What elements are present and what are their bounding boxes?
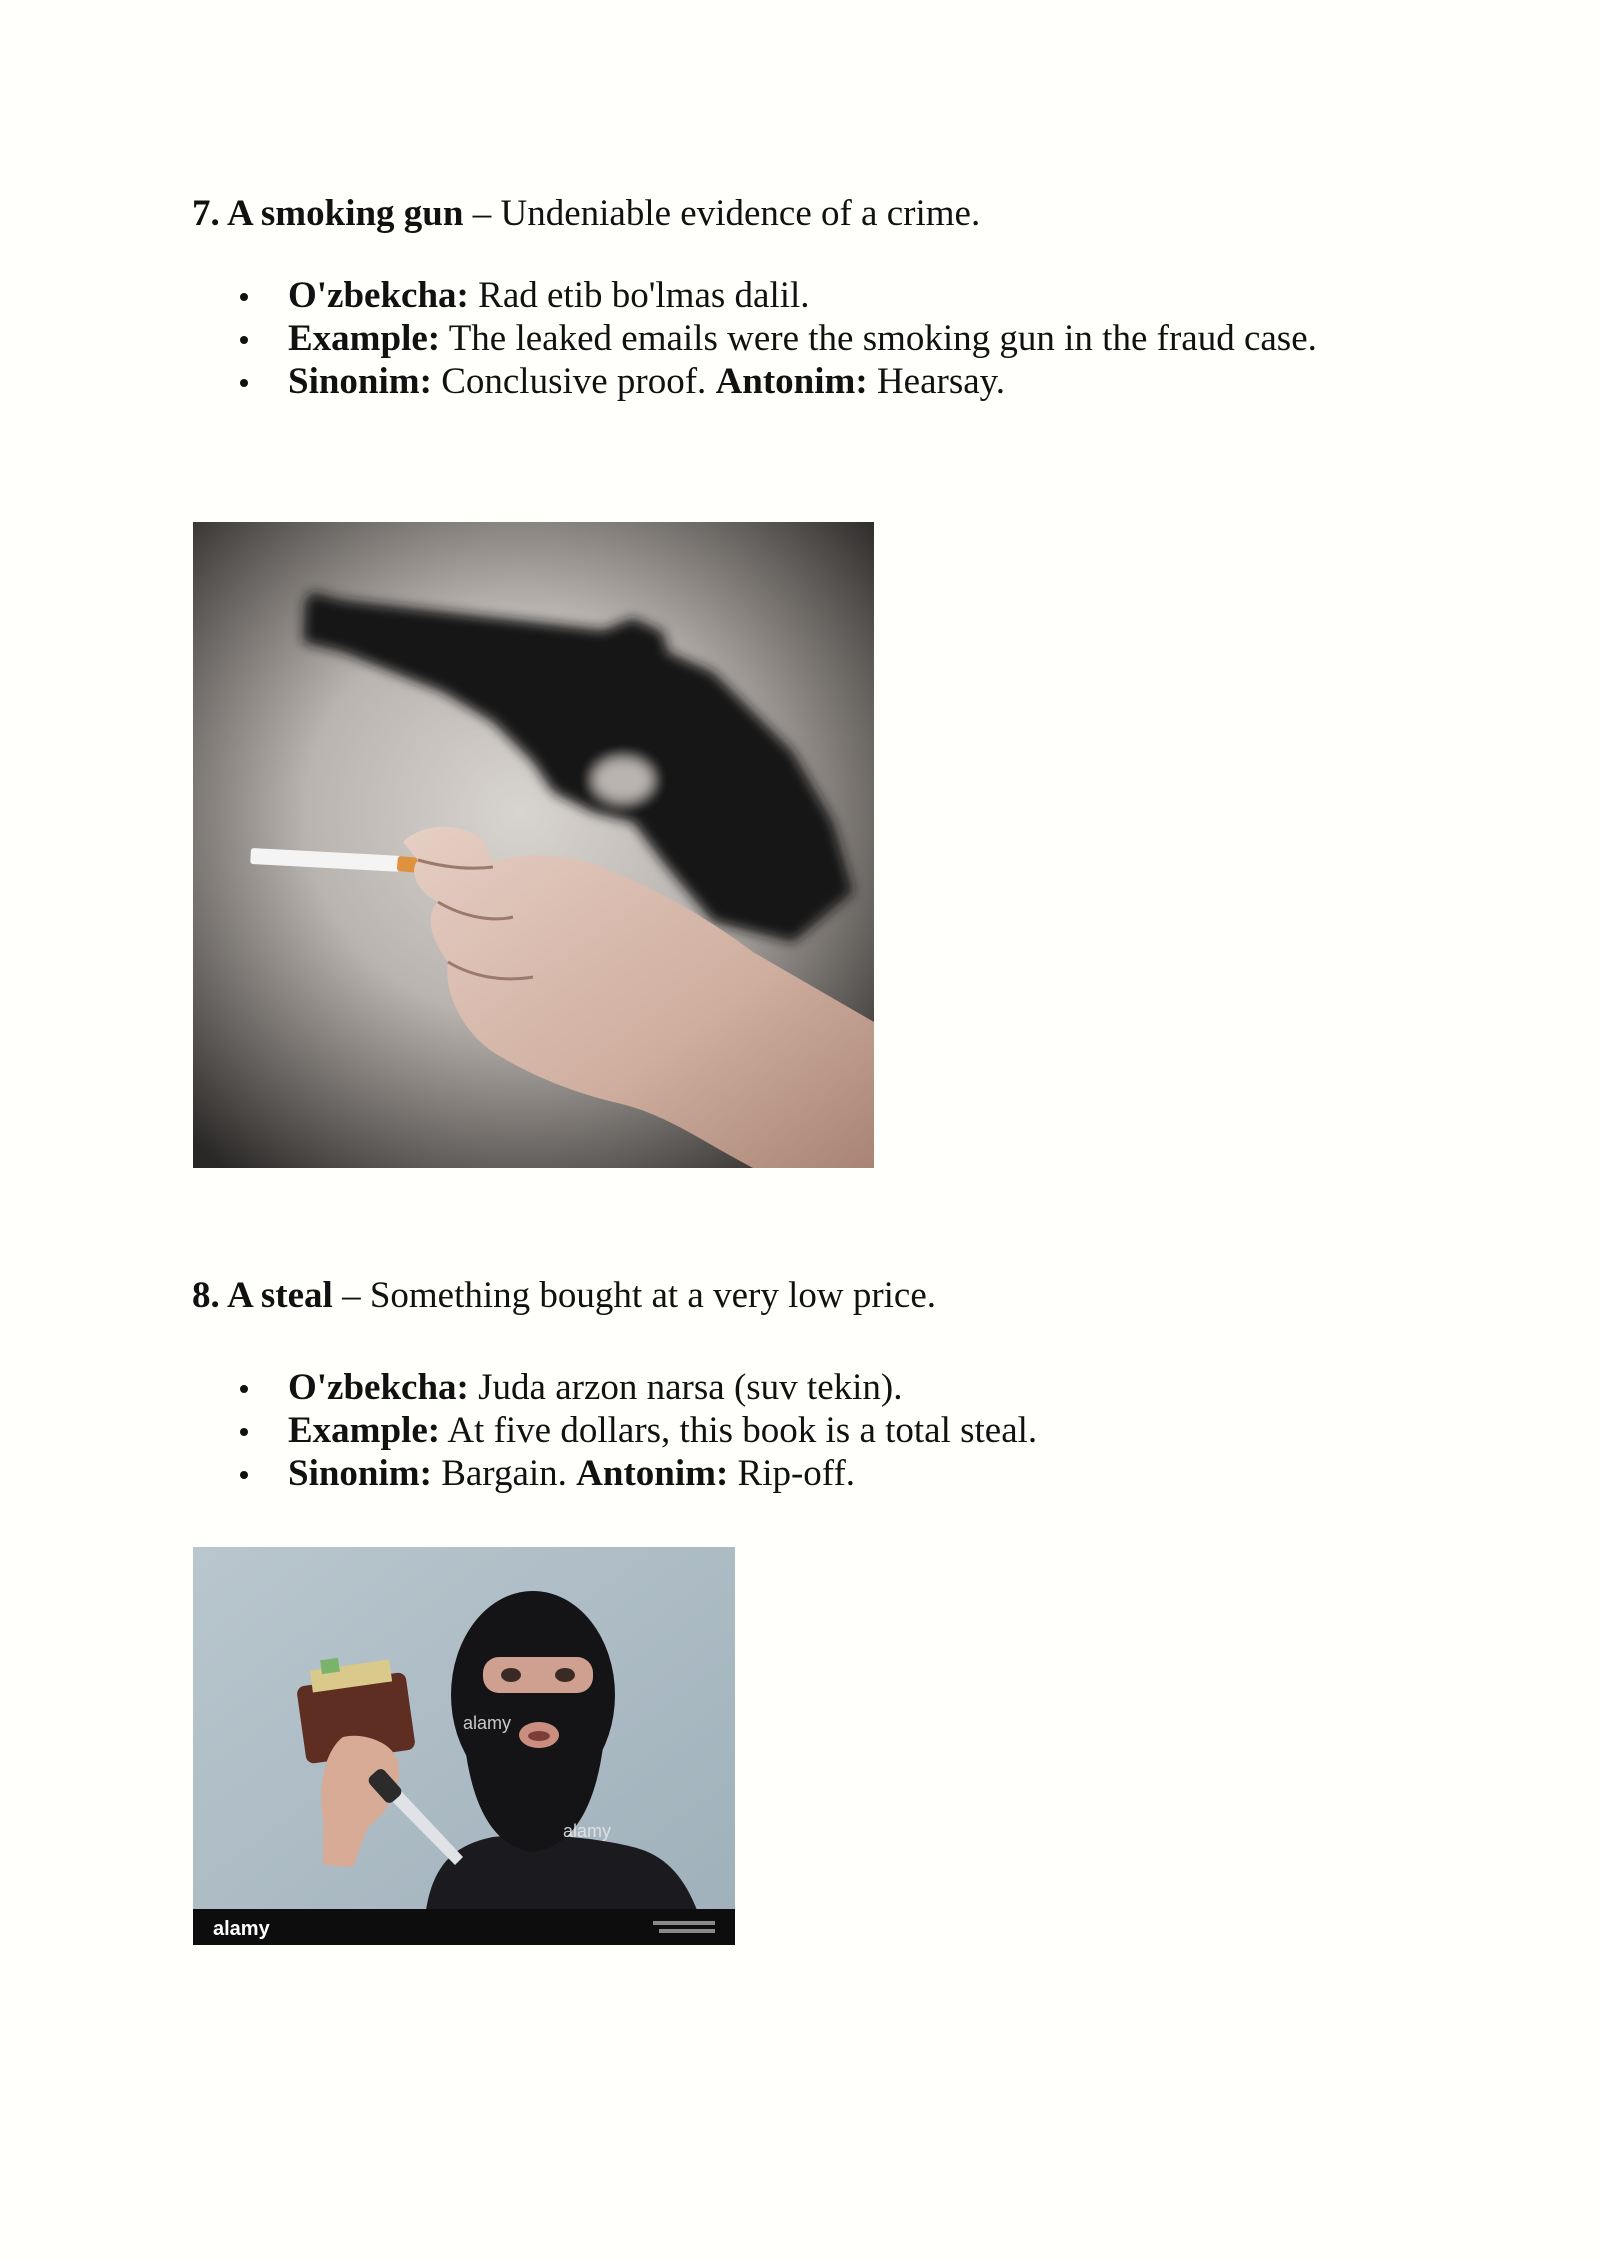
entry-number: 8.	[192, 1275, 220, 1316]
list-item-uzbek	[192, 274, 1317, 317]
list-item-synonyms	[192, 360, 1317, 403]
entry-number: 7.	[192, 193, 220, 234]
gun-shadow-cigarette-photo	[193, 522, 874, 1168]
list-item-synonyms	[192, 1452, 1037, 1495]
example-text: The leaked emails were the smoking gun in the fraud case.	[448, 318, 1317, 359]
entry-definition: – Undeniable evidence of a crime.	[472, 193, 981, 234]
example-text: At five dollars, this book is a total steal.	[447, 1410, 1038, 1451]
bullet-icon	[240, 379, 248, 387]
antonym-text: Hearsay.	[876, 361, 1005, 402]
bullet-icon	[240, 1471, 248, 1479]
entry-heading-smoking-gun	[192, 192, 980, 236]
antonym-text: Rip-off.	[737, 1453, 856, 1494]
example-label: Example:	[288, 318, 441, 359]
synonym-label: Sinonim:	[288, 361, 432, 402]
list-item-example	[192, 317, 1317, 360]
bullet-icon	[240, 336, 248, 344]
synonym-text: Bargain.	[441, 1453, 567, 1494]
watermark-logo: alamy	[213, 1918, 270, 1940]
entry-heading-a-steal	[192, 1274, 936, 1318]
uzbek-label: O'zbekcha:	[288, 275, 469, 316]
watermark-text: alamy	[463, 1713, 512, 1733]
uzbek-text: Juda arzon narsa (suv tekin).	[478, 1367, 903, 1408]
bullet-icon	[240, 1428, 248, 1436]
masked-thief-wallet-photo	[193, 1547, 735, 1945]
list-item-example	[192, 1409, 1037, 1452]
antonym-label: Antonim:	[576, 1453, 729, 1494]
bullet-icon	[240, 1385, 248, 1393]
synonym-text: Conclusive proof.	[441, 361, 707, 402]
entry-definition: – Something bought at a very low price.	[342, 1275, 937, 1316]
entry-term: A steal	[226, 1275, 333, 1316]
antonym-label: Antonim:	[715, 361, 868, 402]
entry-details-list	[192, 1366, 1037, 1495]
bullet-icon	[240, 293, 248, 301]
watermark-text: alamy	[563, 1821, 612, 1841]
list-item-uzbek	[192, 1366, 1037, 1409]
synonym-label: Sinonim:	[288, 1453, 432, 1494]
uzbek-label: O'zbekcha:	[288, 1367, 469, 1408]
example-label: Example:	[288, 1410, 441, 1451]
entry-details-list	[192, 274, 1317, 403]
entry-term: A smoking gun	[226, 193, 464, 234]
uzbek-text: Rad etib bo'lmas dalil.	[478, 275, 810, 316]
